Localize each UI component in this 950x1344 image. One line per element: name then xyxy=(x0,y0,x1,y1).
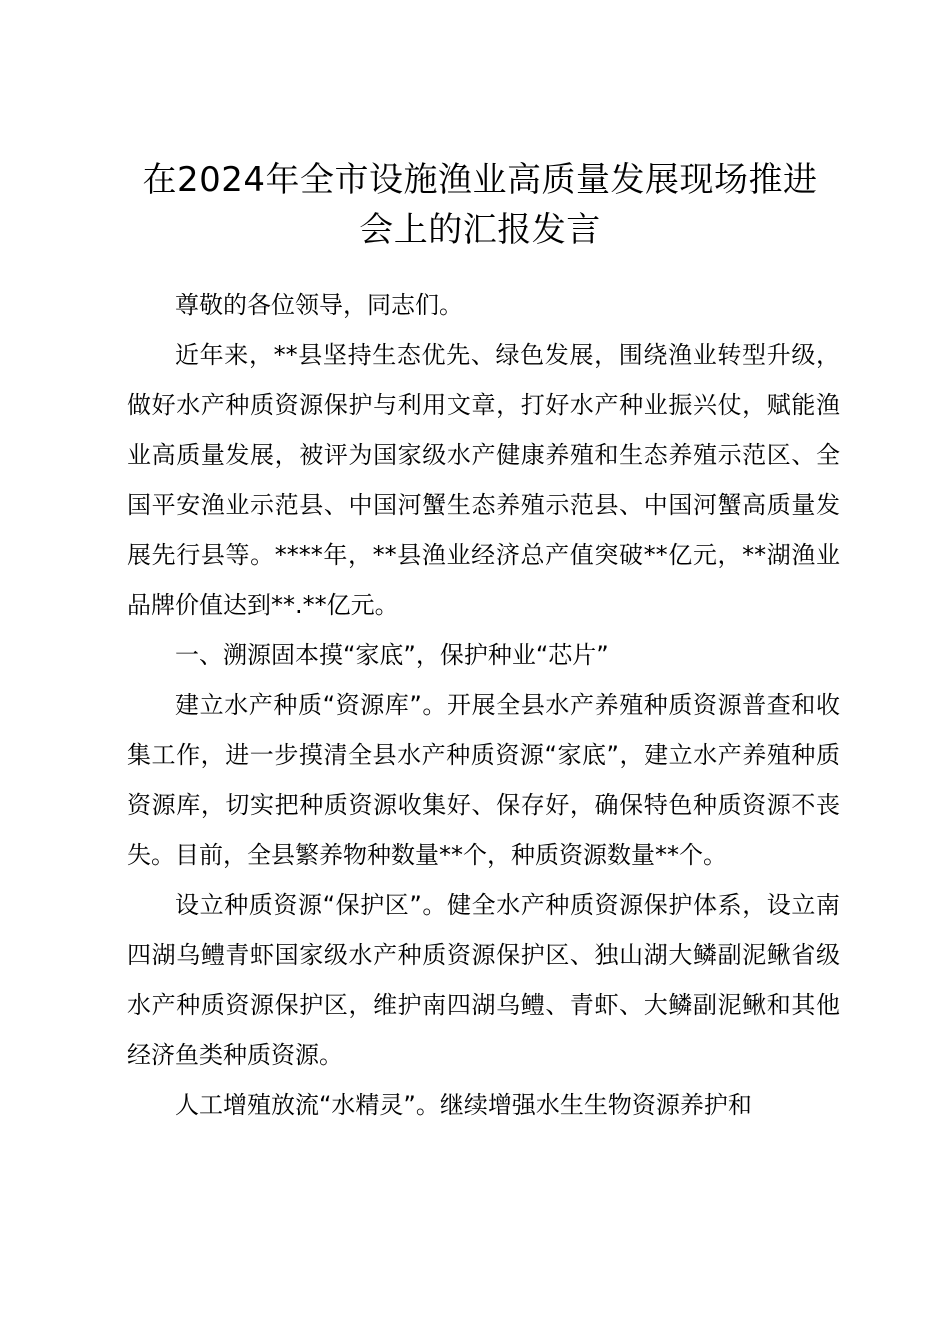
section-heading-1: 一、溯源固本摸“家底”，保护种业“芯片” xyxy=(175,641,609,669)
title-line-2: 会上的汇报发言 xyxy=(359,210,601,250)
stock-release-paragraph: 人工增殖放流“水精灵”。继续增强水生生物资源养护和 xyxy=(175,1091,752,1119)
title-line-1: 在2024年全市设施渔业高质量发展现场推进 xyxy=(142,160,818,200)
protection-zone-paragraph: 设立种质资源“保护区”。健全水产种质资源保护体系，设立南四湖乌鳢青虾国家级水产种质资源保护区、独山湖大鳞副泥鳅省级水产种质资源保护区，维护南四湖乌鳢、青虾、大鳞副泥鳅和其他经济鱼类种质资源。 xyxy=(127,891,840,1069)
intro-paragraph: 近年来，**县坚持生态优先、绿色发展，围绕渔业转型升级，做好水产种质资源保护与利用文章，打好水产种业振兴仗，赋能渔业高质量发展，被评为国家级水产健康养殖和生态养殖示范区、全国平安渔业示范县、中国河蟹生态养殖示范县、中国河蟹高质量发展先行县等。****年，**县渔业经济总产值突破**亿元，**湖渔业品牌价值达到**.**亿元。 xyxy=(127,341,840,619)
document-body xyxy=(127,280,840,1130)
resource-bank-paragraph: 建立水产种质“资源库”。开展全县水产养殖种质资源普查和收集工作，进一步摸清全县水产种质资源“家底”，建立水产养殖种质资源库，切实把种质资源收集好、保存好，确保特色种质资源不丧失。目前，全县繁养物种数量**个，种质资源数量**个。 xyxy=(127,691,840,869)
document-title xyxy=(100,155,860,255)
salutation-paragraph: 尊敬的各位领导，同志们。 xyxy=(175,291,463,319)
